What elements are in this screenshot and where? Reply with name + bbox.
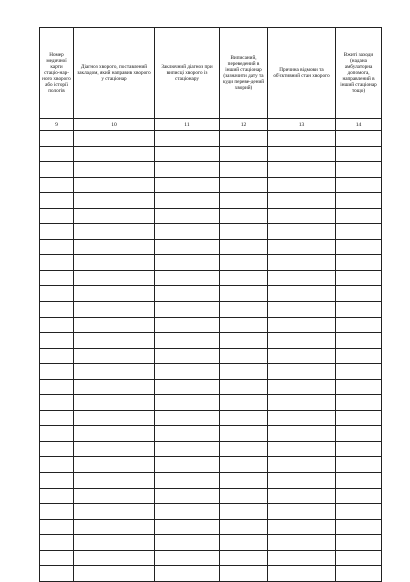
- header-final-diagnosis: Заключний діагноз при виписці хворого із стаціонару: [155, 28, 220, 119]
- empty-cell: [336, 395, 382, 411]
- empty-cell: [220, 177, 268, 193]
- empty-cell: [155, 504, 220, 520]
- empty-cell: [268, 441, 336, 457]
- empty-cell: [220, 348, 268, 364]
- empty-cell: [74, 239, 155, 255]
- empty-cell: [40, 317, 74, 333]
- empty-cell: [268, 162, 336, 178]
- empty-cell: [155, 566, 220, 582]
- empty-cell: [74, 302, 155, 318]
- empty-cell: [40, 239, 74, 255]
- table-row: [40, 286, 382, 302]
- table-row: [40, 162, 382, 178]
- empty-cell: [268, 146, 336, 162]
- empty-cell: [336, 333, 382, 349]
- column-number: 11: [155, 119, 220, 131]
- empty-cell: [336, 286, 382, 302]
- empty-cell: [336, 410, 382, 426]
- empty-cell: [268, 535, 336, 551]
- empty-cell: [220, 255, 268, 271]
- header-row: [40, 28, 382, 119]
- empty-cell: [155, 410, 220, 426]
- table-row: [40, 348, 382, 364]
- empty-cell: [40, 333, 74, 349]
- empty-cell: [74, 535, 155, 551]
- empty-cell: [336, 364, 382, 380]
- empty-cell: [336, 441, 382, 457]
- empty-cell: [220, 333, 268, 349]
- empty-cell: [155, 379, 220, 395]
- empty-cell: [155, 146, 220, 162]
- empty-cell: [74, 333, 155, 349]
- empty-cell: [268, 348, 336, 364]
- table-row: [40, 566, 382, 582]
- table-row: [40, 364, 382, 380]
- column-number: 12: [220, 119, 268, 131]
- table-row: [40, 473, 382, 489]
- empty-cell: [336, 224, 382, 240]
- empty-cell: [155, 550, 220, 566]
- empty-cell: [74, 286, 155, 302]
- empty-cell: [336, 519, 382, 535]
- empty-cell: [40, 131, 74, 147]
- empty-cell: [268, 566, 336, 582]
- empty-cell: [40, 193, 74, 209]
- column-number: 10: [74, 119, 155, 131]
- empty-cell: [155, 131, 220, 147]
- table-row: [40, 550, 382, 566]
- empty-cell: [336, 239, 382, 255]
- column-number: 9: [40, 119, 74, 131]
- table-row: [40, 535, 382, 551]
- empty-cell: [74, 193, 155, 209]
- empty-cell: [336, 348, 382, 364]
- table-row: [40, 224, 382, 240]
- empty-cell: [220, 426, 268, 442]
- empty-cell: [74, 488, 155, 504]
- empty-cell: [74, 457, 155, 473]
- blank-entry-rows: [40, 131, 382, 582]
- empty-cell: [268, 177, 336, 193]
- empty-cell: [220, 473, 268, 489]
- empty-cell: [336, 177, 382, 193]
- empty-cell: [155, 348, 220, 364]
- empty-cell: [220, 208, 268, 224]
- empty-cell: [220, 239, 268, 255]
- empty-cell: [220, 535, 268, 551]
- header-record-number: Номер медичної карти стаціо-нар-ного хворого або історії пологів: [40, 28, 74, 119]
- empty-cell: [74, 208, 155, 224]
- empty-cell: [336, 566, 382, 582]
- empty-cell: [155, 286, 220, 302]
- empty-cell: [336, 255, 382, 271]
- empty-cell: [40, 162, 74, 178]
- empty-cell: [155, 317, 220, 333]
- empty-cell: [74, 317, 155, 333]
- empty-cell: [155, 535, 220, 551]
- empty-cell: [74, 270, 155, 286]
- empty-cell: [40, 379, 74, 395]
- table-row: [40, 208, 382, 224]
- empty-cell: [268, 519, 336, 535]
- header-discharged-transferred: Виписаний, переведений в інший стаціонар (зазначити дату та куди переве-дений хворий): [220, 28, 268, 119]
- empty-cell: [155, 364, 220, 380]
- empty-cell: [155, 208, 220, 224]
- empty-cell: [336, 317, 382, 333]
- empty-cell: [40, 224, 74, 240]
- empty-cell: [336, 504, 382, 520]
- empty-cell: [336, 473, 382, 489]
- empty-cell: [268, 302, 336, 318]
- empty-cell: [220, 395, 268, 411]
- empty-cell: [74, 255, 155, 271]
- empty-cell: [155, 239, 220, 255]
- empty-cell: [74, 364, 155, 380]
- column-number-row: [40, 119, 382, 131]
- empty-cell: [74, 441, 155, 457]
- empty-cell: [155, 162, 220, 178]
- empty-cell: [40, 302, 74, 318]
- empty-cell: [74, 348, 155, 364]
- table-row: [40, 131, 382, 147]
- empty-cell: [40, 426, 74, 442]
- table-row: [40, 457, 382, 473]
- empty-cell: [40, 177, 74, 193]
- table-row: [40, 519, 382, 535]
- table-row: [40, 317, 382, 333]
- empty-cell: [220, 302, 268, 318]
- empty-cell: [336, 270, 382, 286]
- empty-cell: [220, 488, 268, 504]
- empty-cell: [40, 348, 74, 364]
- empty-cell: [336, 131, 382, 147]
- empty-cell: [74, 177, 155, 193]
- empty-cell: [268, 193, 336, 209]
- table-row: [40, 302, 382, 318]
- table-row: [40, 504, 382, 520]
- empty-cell: [74, 550, 155, 566]
- header-refusal-reason: Причина відмови та об'єктивний стан хворого: [268, 28, 336, 119]
- empty-cell: [220, 519, 268, 535]
- empty-cell: [40, 146, 74, 162]
- empty-cell: [268, 317, 336, 333]
- empty-cell: [220, 146, 268, 162]
- empty-cell: [220, 457, 268, 473]
- empty-cell: [74, 426, 155, 442]
- empty-cell: [336, 146, 382, 162]
- empty-cell: [40, 473, 74, 489]
- empty-cell: [220, 193, 268, 209]
- empty-cell: [220, 286, 268, 302]
- empty-cell: [220, 441, 268, 457]
- empty-cell: [155, 302, 220, 318]
- empty-cell: [40, 410, 74, 426]
- table-row: [40, 379, 382, 395]
- empty-cell: [40, 364, 74, 380]
- empty-cell: [74, 224, 155, 240]
- empty-cell: [336, 193, 382, 209]
- empty-cell: [40, 535, 74, 551]
- empty-cell: [220, 162, 268, 178]
- empty-cell: [268, 270, 336, 286]
- empty-cell: [220, 550, 268, 566]
- empty-cell: [74, 162, 155, 178]
- empty-cell: [268, 457, 336, 473]
- empty-cell: [268, 333, 336, 349]
- empty-cell: [40, 286, 74, 302]
- table-row: [40, 426, 382, 442]
- empty-cell: [155, 270, 220, 286]
- admission-register-table: [39, 27, 382, 582]
- table-row: [40, 255, 382, 271]
- empty-cell: [74, 131, 155, 147]
- empty-cell: [268, 224, 336, 240]
- empty-cell: [268, 473, 336, 489]
- empty-cell: [155, 519, 220, 535]
- empty-cell: [336, 426, 382, 442]
- empty-cell: [40, 550, 74, 566]
- empty-cell: [74, 566, 155, 582]
- empty-cell: [336, 208, 382, 224]
- empty-cell: [155, 426, 220, 442]
- empty-cell: [336, 162, 382, 178]
- empty-cell: [220, 131, 268, 147]
- empty-cell: [155, 333, 220, 349]
- empty-cell: [155, 224, 220, 240]
- empty-cell: [220, 224, 268, 240]
- empty-cell: [220, 379, 268, 395]
- empty-cell: [74, 146, 155, 162]
- empty-cell: [155, 457, 220, 473]
- empty-cell: [155, 193, 220, 209]
- empty-cell: [336, 457, 382, 473]
- empty-cell: [268, 379, 336, 395]
- empty-cell: [74, 379, 155, 395]
- empty-cell: [220, 566, 268, 582]
- table-row: [40, 333, 382, 349]
- empty-cell: [268, 504, 336, 520]
- empty-cell: [220, 317, 268, 333]
- empty-cell: [155, 177, 220, 193]
- empty-cell: [40, 488, 74, 504]
- empty-cell: [268, 255, 336, 271]
- empty-cell: [155, 255, 220, 271]
- table-row: [40, 488, 382, 504]
- empty-cell: [40, 457, 74, 473]
- table-row: [40, 146, 382, 162]
- empty-cell: [220, 410, 268, 426]
- empty-cell: [336, 379, 382, 395]
- empty-cell: [40, 441, 74, 457]
- table-row: [40, 193, 382, 209]
- column-number: 13: [268, 119, 336, 131]
- table-row: [40, 395, 382, 411]
- empty-cell: [40, 566, 74, 582]
- empty-cell: [268, 488, 336, 504]
- empty-cell: [336, 535, 382, 551]
- empty-cell: [220, 270, 268, 286]
- empty-cell: [40, 395, 74, 411]
- empty-cell: [74, 473, 155, 489]
- empty-cell: [74, 410, 155, 426]
- header-referral-diagnosis: Діагноз хворого, поставлений закладом, який направив хворого у стаціонар: [74, 28, 155, 119]
- empty-cell: [74, 504, 155, 520]
- empty-cell: [220, 364, 268, 380]
- table-row: [40, 441, 382, 457]
- table-row: [40, 270, 382, 286]
- empty-cell: [74, 395, 155, 411]
- table-row: [40, 239, 382, 255]
- table-row: [40, 410, 382, 426]
- empty-cell: [268, 131, 336, 147]
- empty-cell: [155, 488, 220, 504]
- empty-cell: [268, 426, 336, 442]
- empty-cell: [268, 395, 336, 411]
- empty-cell: [155, 441, 220, 457]
- empty-cell: [40, 504, 74, 520]
- empty-cell: [155, 473, 220, 489]
- empty-cell: [268, 550, 336, 566]
- header-measures-taken: Вжиті заходи (надана амбулаторна допомога, направлений в інший стаціонар тощо): [336, 28, 382, 119]
- empty-cell: [155, 395, 220, 411]
- empty-cell: [268, 286, 336, 302]
- empty-cell: [336, 550, 382, 566]
- empty-cell: [268, 364, 336, 380]
- table-row: [40, 177, 382, 193]
- empty-cell: [268, 208, 336, 224]
- empty-cell: [336, 302, 382, 318]
- empty-cell: [40, 270, 74, 286]
- column-number: 14: [336, 119, 382, 131]
- empty-cell: [220, 504, 268, 520]
- empty-cell: [40, 208, 74, 224]
- empty-cell: [74, 519, 155, 535]
- empty-cell: [40, 519, 74, 535]
- empty-cell: [268, 239, 336, 255]
- empty-cell: [336, 488, 382, 504]
- empty-cell: [40, 255, 74, 271]
- empty-cell: [268, 410, 336, 426]
